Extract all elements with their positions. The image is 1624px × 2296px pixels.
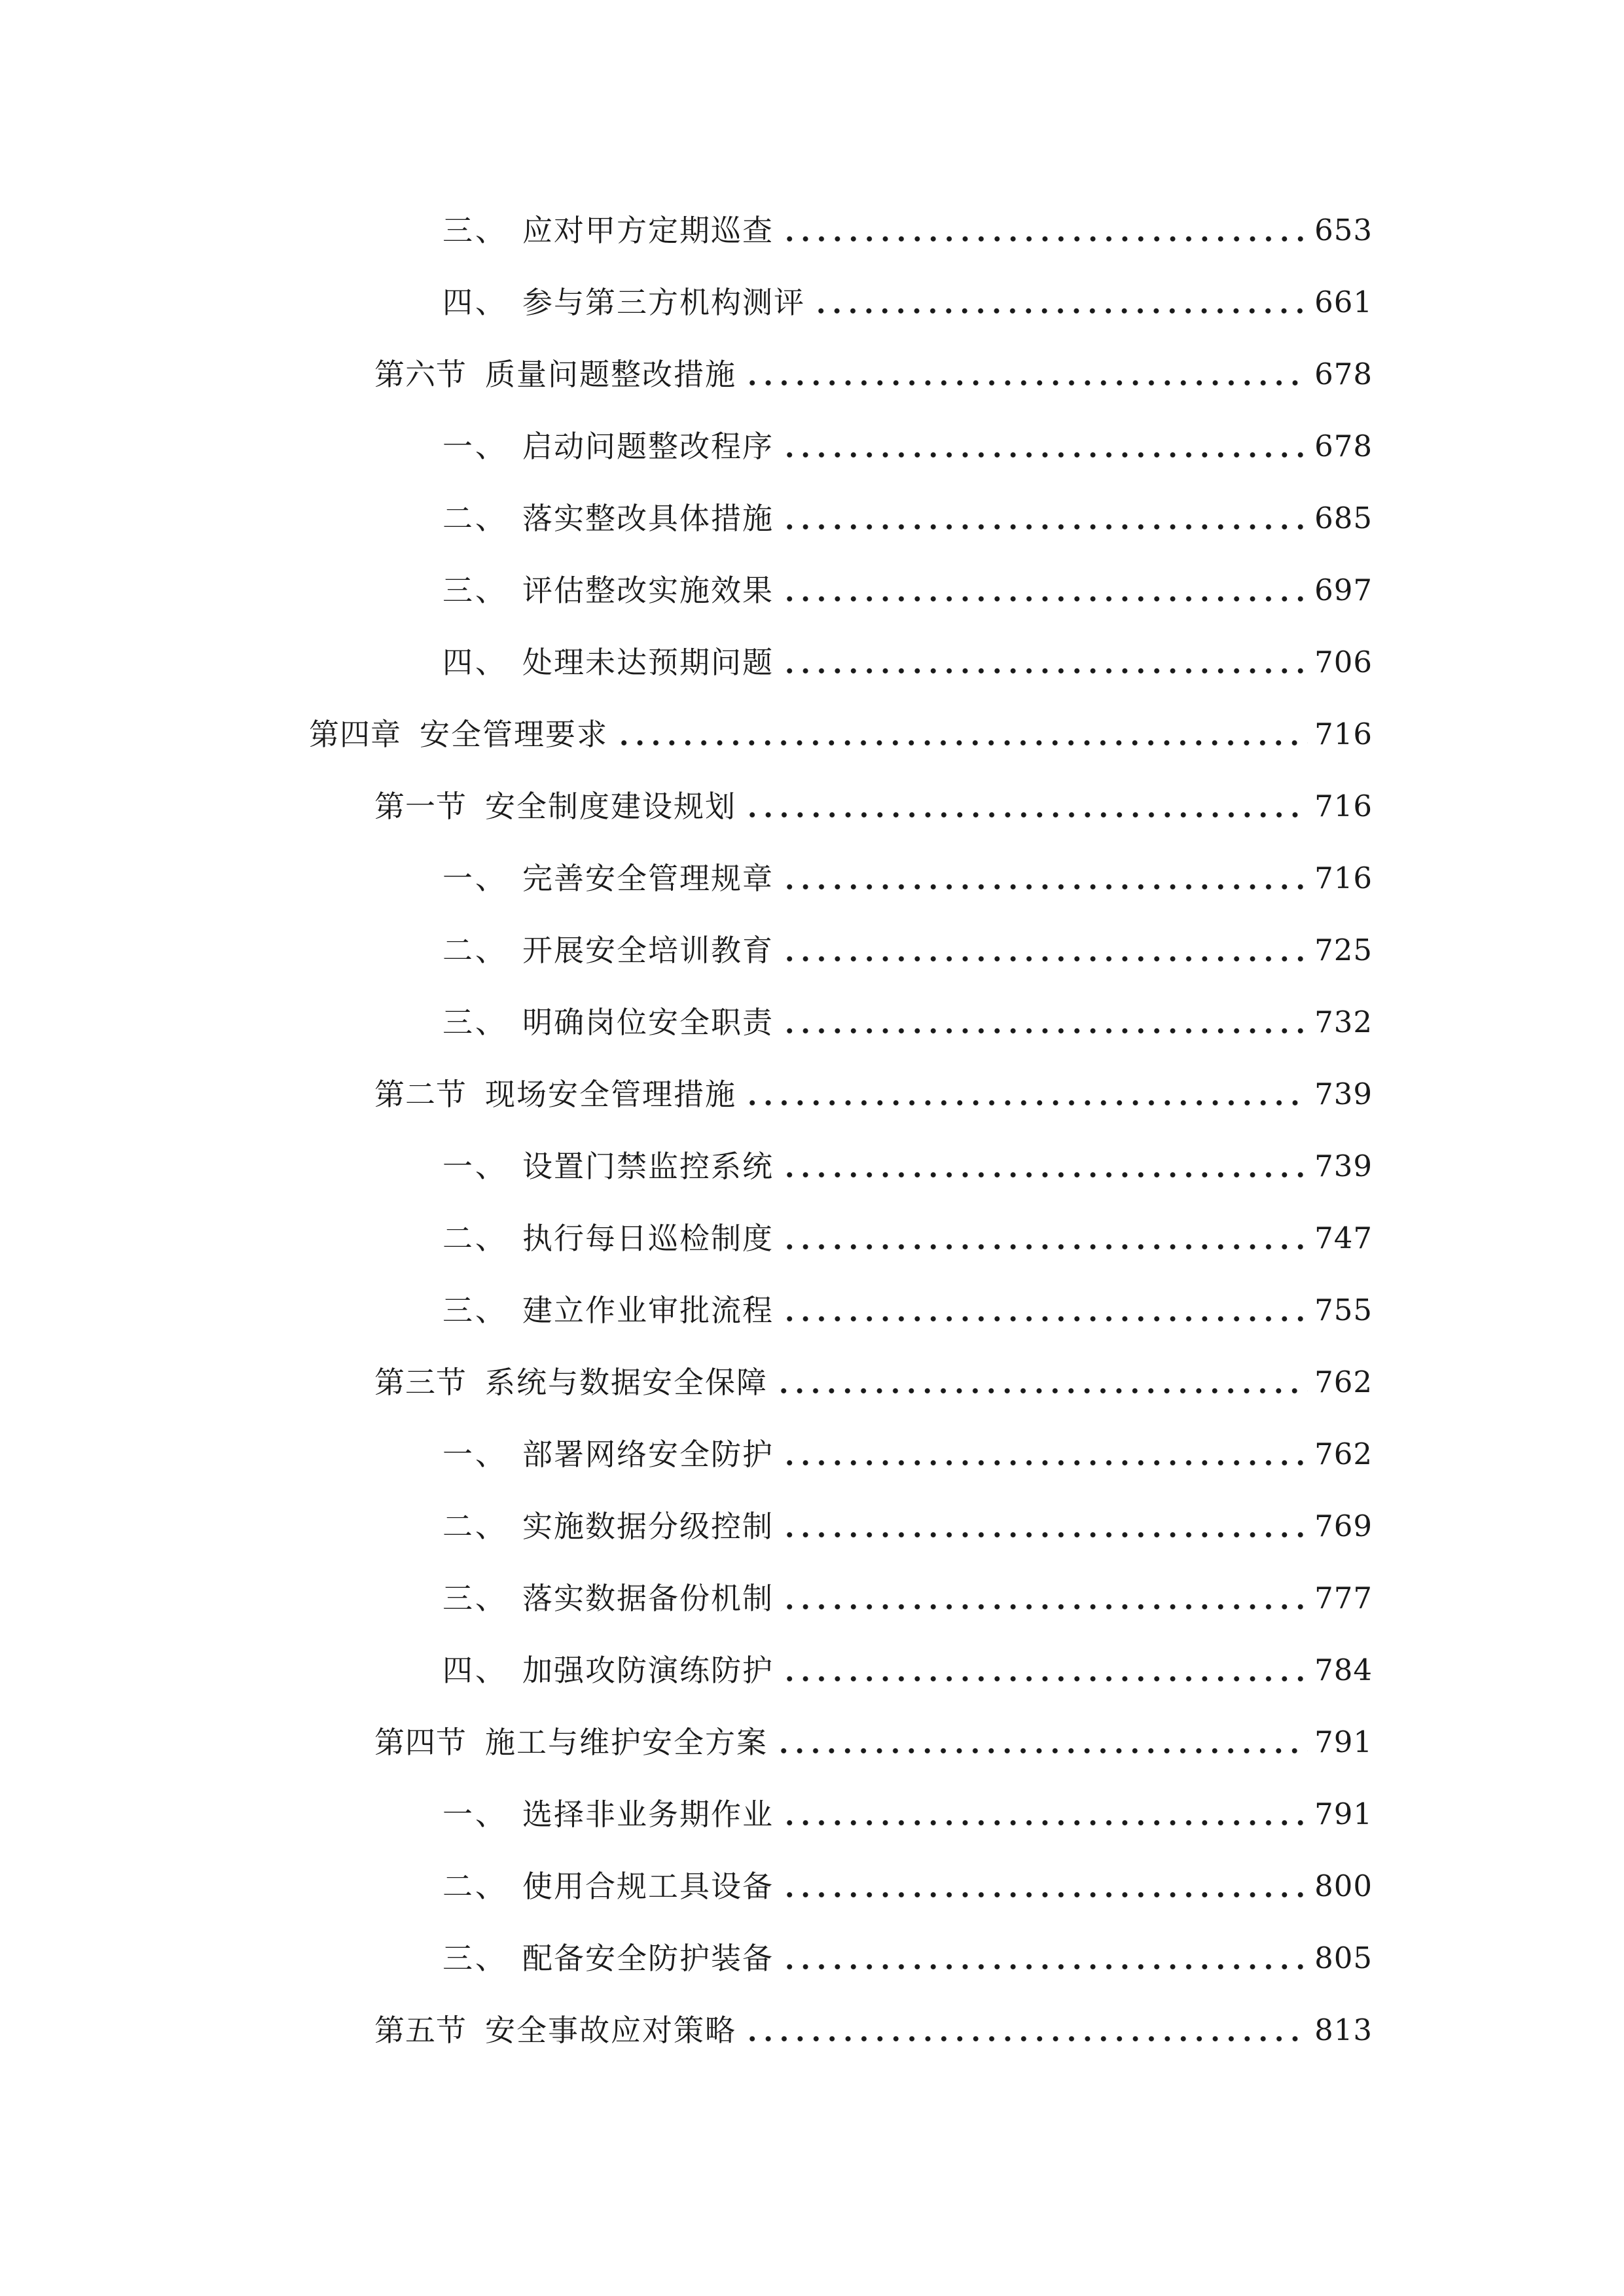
toc-entry-label — [442, 1428, 774, 1480]
toc-entry-label — [442, 1572, 774, 1624]
toc-entry-page-number: 755 — [1314, 1293, 1373, 1327]
toc-entry-label — [442, 852, 774, 905]
toc-entry[interactable] — [442, 924, 1373, 977]
toc-entry-label — [374, 780, 736, 833]
toc-entry-section[interactable] — [374, 1356, 1373, 1408]
toc-entry-title: 落实数据备份机制 — [522, 1581, 774, 1616]
toc-entry-label — [442, 996, 774, 1049]
toc-entry-section[interactable] — [374, 348, 1373, 401]
toc-entry-page-number: 716 — [1314, 717, 1373, 751]
toc-entry[interactable] — [442, 636, 1373, 689]
toc-entry-label — [374, 1716, 768, 1768]
toc-entry-page-number: 784 — [1314, 1653, 1373, 1687]
toc-entry-title: 设置门禁监控系统 — [522, 1149, 774, 1184]
toc-entry-label — [442, 564, 774, 617]
dot-leader — [744, 2004, 1308, 2056]
toc-entry-number: 四、 — [442, 1653, 508, 1688]
toc-entry-number: 二、 — [442, 933, 508, 968]
toc-entry-label — [374, 2004, 736, 2056]
toc-entry[interactable] — [442, 1500, 1373, 1552]
toc-entry-number: 三、 — [442, 1581, 508, 1616]
toc-entry[interactable] — [442, 1428, 1373, 1480]
toc-entry-number: 三、 — [442, 1941, 508, 1976]
toc-entry-label — [442, 1212, 774, 1265]
toc-entry-title: 选择非业务期作业 — [522, 1797, 774, 1832]
toc-entry-title: 部署网络安全防护 — [522, 1437, 774, 1472]
dot-leader — [782, 204, 1308, 257]
toc-entry-title: 评估整改实施效果 — [522, 573, 774, 608]
toc-entry-number: 第四章 — [309, 717, 401, 752]
toc-entry-page-number: 732 — [1314, 1005, 1373, 1039]
toc-entry-title: 施工与维护安全方案 — [485, 1725, 768, 1760]
toc-entry-number: 二、 — [442, 1869, 508, 1904]
toc-entry-label — [442, 1140, 774, 1193]
toc-entry-page-number: 706 — [1314, 645, 1373, 679]
toc-entry-page-number: 716 — [1314, 861, 1373, 895]
toc-entry-title: 建立作业审批流程 — [522, 1293, 774, 1328]
dot-leader — [813, 276, 1308, 329]
dot-leader — [782, 636, 1308, 689]
toc-entry-title: 应对甲方定期巡查 — [522, 213, 774, 248]
dot-leader — [782, 1140, 1308, 1193]
dot-leader — [782, 1212, 1308, 1265]
toc-entry-page-number: 725 — [1314, 933, 1373, 967]
toc-entry-number: 第六节 — [374, 357, 467, 392]
toc-entry-section[interactable] — [374, 1716, 1373, 1768]
toc-entry[interactable] — [442, 1284, 1373, 1336]
toc-entry-label — [442, 1500, 774, 1552]
dot-leader — [776, 1356, 1308, 1408]
toc-entry-page-number: 777 — [1314, 1581, 1373, 1615]
toc-entry-label — [309, 708, 608, 761]
toc-entry-page-number: 769 — [1314, 1509, 1373, 1543]
toc-entry-page-number: 653 — [1314, 213, 1373, 247]
toc-entry-label — [374, 1356, 768, 1408]
toc-entry-label — [442, 1932, 774, 1984]
toc-entry-section[interactable] — [374, 1068, 1373, 1121]
toc-entry-number: 三、 — [442, 573, 508, 608]
dot-leader — [776, 1716, 1308, 1768]
toc-entry-page-number: 661 — [1314, 285, 1373, 319]
toc-entry-number: 一、 — [442, 1437, 508, 1472]
toc-entry[interactable] — [442, 420, 1373, 473]
toc-entry-title: 质量问题整改措施 — [485, 357, 736, 392]
toc-entry-number: 二、 — [442, 1509, 508, 1544]
toc-entry-page-number: 791 — [1314, 1725, 1373, 1759]
toc-entry-title: 开展安全培训教育 — [522, 933, 774, 968]
toc-entry-label — [442, 1860, 774, 1912]
toc-entry-page-number: 762 — [1314, 1437, 1373, 1471]
toc-entry-page-number: 739 — [1314, 1149, 1373, 1183]
toc-entry-label — [442, 204, 774, 257]
toc-entry-number: 三、 — [442, 1293, 508, 1328]
toc-entry-number: 第四节 — [374, 1725, 467, 1760]
dot-leader — [744, 1068, 1308, 1121]
dot-leader — [744, 780, 1308, 833]
toc-entry[interactable] — [442, 1572, 1373, 1624]
dot-leader — [782, 1428, 1308, 1480]
toc-entry-title: 安全制度建设规划 — [485, 789, 736, 824]
dot-leader — [782, 1284, 1308, 1336]
dot-leader — [782, 1644, 1308, 1696]
toc-entry-page-number: 813 — [1314, 2013, 1373, 2047]
toc-entry-page-number: 747 — [1314, 1221, 1373, 1255]
toc-entry-number: 四、 — [442, 645, 508, 680]
dot-leader — [782, 996, 1308, 1049]
toc-entry-number: 第三节 — [374, 1365, 467, 1400]
toc-entry-title: 参与第三方机构测评 — [522, 285, 805, 320]
dot-leader — [782, 420, 1308, 473]
toc-entry-page-number: 791 — [1314, 1797, 1373, 1831]
dot-leader — [782, 1500, 1308, 1552]
toc-entry[interactable] — [442, 996, 1373, 1049]
toc-entry[interactable] — [442, 276, 1373, 329]
toc-entry-label — [442, 924, 774, 977]
toc-entry-page-number: 678 — [1314, 429, 1373, 463]
toc-entry-title: 实施数据分级控制 — [522, 1509, 774, 1544]
dot-leader — [782, 1932, 1308, 1984]
toc-entry-section[interactable] — [374, 2004, 1373, 2056]
toc-entry-title: 启动问题整改程序 — [522, 429, 774, 464]
toc-entry-title: 明确岗位安全职责 — [522, 1005, 774, 1040]
toc-entry[interactable] — [442, 1140, 1373, 1193]
dot-leader — [744, 348, 1308, 401]
dot-leader — [782, 564, 1308, 617]
dot-leader — [782, 924, 1308, 977]
toc-entry-number: 一、 — [442, 429, 508, 464]
toc-entry-label — [374, 348, 736, 401]
toc-entry-number: 一、 — [442, 861, 508, 896]
toc-entry-label — [442, 1644, 774, 1696]
toc-entry[interactable] — [442, 492, 1373, 545]
toc-entry-title: 系统与数据安全保障 — [485, 1365, 768, 1400]
toc-entry-title: 安全管理要求 — [420, 717, 608, 752]
toc-entry-chapter[interactable] — [309, 708, 1373, 761]
toc-entry-number: 二、 — [442, 501, 508, 536]
toc-entry-title: 执行每日巡检制度 — [522, 1221, 774, 1256]
toc-entry-label — [442, 420, 774, 473]
toc-entry-page-number: 678 — [1314, 357, 1373, 391]
toc-entry-label — [442, 1788, 774, 1840]
toc-entry-section[interactable] — [374, 780, 1373, 833]
toc-entry-number: 二、 — [442, 1221, 508, 1256]
toc-entry-label — [374, 1068, 736, 1121]
toc-entry-title: 使用合规工具设备 — [522, 1869, 774, 1904]
toc-entry-number: 三、 — [442, 213, 508, 248]
toc-entry-page-number: 685 — [1314, 501, 1373, 535]
toc-entry-title: 安全事故应对策略 — [485, 2013, 736, 2048]
dot-leader — [782, 1788, 1308, 1840]
toc-entry[interactable] — [442, 852, 1373, 905]
toc-entry-label — [442, 636, 774, 689]
toc-entry-number: 四、 — [442, 285, 508, 320]
toc-entry[interactable] — [442, 1788, 1373, 1840]
toc-entry[interactable] — [442, 1932, 1373, 1984]
toc-entry[interactable] — [442, 564, 1373, 617]
toc-entry-number: 第二节 — [374, 1077, 467, 1112]
toc-entry-title: 现场安全管理措施 — [485, 1077, 736, 1112]
toc-entry[interactable] — [442, 1644, 1373, 1696]
toc-entry-label — [442, 276, 805, 329]
toc-entry-page-number: 800 — [1314, 1869, 1373, 1903]
toc-entry-title: 落实整改具体措施 — [522, 501, 774, 536]
toc-entry-page-number: 805 — [1314, 1941, 1373, 1975]
dot-leader — [782, 1860, 1308, 1912]
toc-entry-number: 一、 — [442, 1797, 508, 1832]
toc-entry[interactable] — [442, 1860, 1373, 1912]
toc-entry-title: 处理未达预期问题 — [522, 645, 774, 680]
dot-leader — [782, 852, 1308, 905]
toc-entry-page-number: 762 — [1314, 1365, 1373, 1399]
toc-entry-title: 完善安全管理规章 — [522, 861, 774, 896]
dot-leader — [782, 1572, 1308, 1624]
toc-entry-number: 第一节 — [374, 789, 467, 824]
toc-entry-page-number: 739 — [1314, 1077, 1373, 1111]
toc-entry-page-number: 716 — [1314, 789, 1373, 823]
dot-leader — [782, 492, 1308, 545]
toc-entry-number: 第五节 — [374, 2013, 467, 2048]
toc-entry-label — [442, 1284, 774, 1336]
toc-entry-title: 配备安全防护装备 — [522, 1941, 774, 1976]
dot-leader — [616, 708, 1308, 761]
toc-entry-label — [442, 492, 774, 545]
toc-entry-number: 三、 — [442, 1005, 508, 1040]
toc-entry[interactable] — [442, 1212, 1373, 1265]
toc-entry-title: 加强攻防演练防护 — [522, 1653, 774, 1688]
toc-entry-page-number: 697 — [1314, 573, 1373, 607]
toc-entry-number: 一、 — [442, 1149, 508, 1184]
toc-entry[interactable] — [442, 204, 1373, 257]
